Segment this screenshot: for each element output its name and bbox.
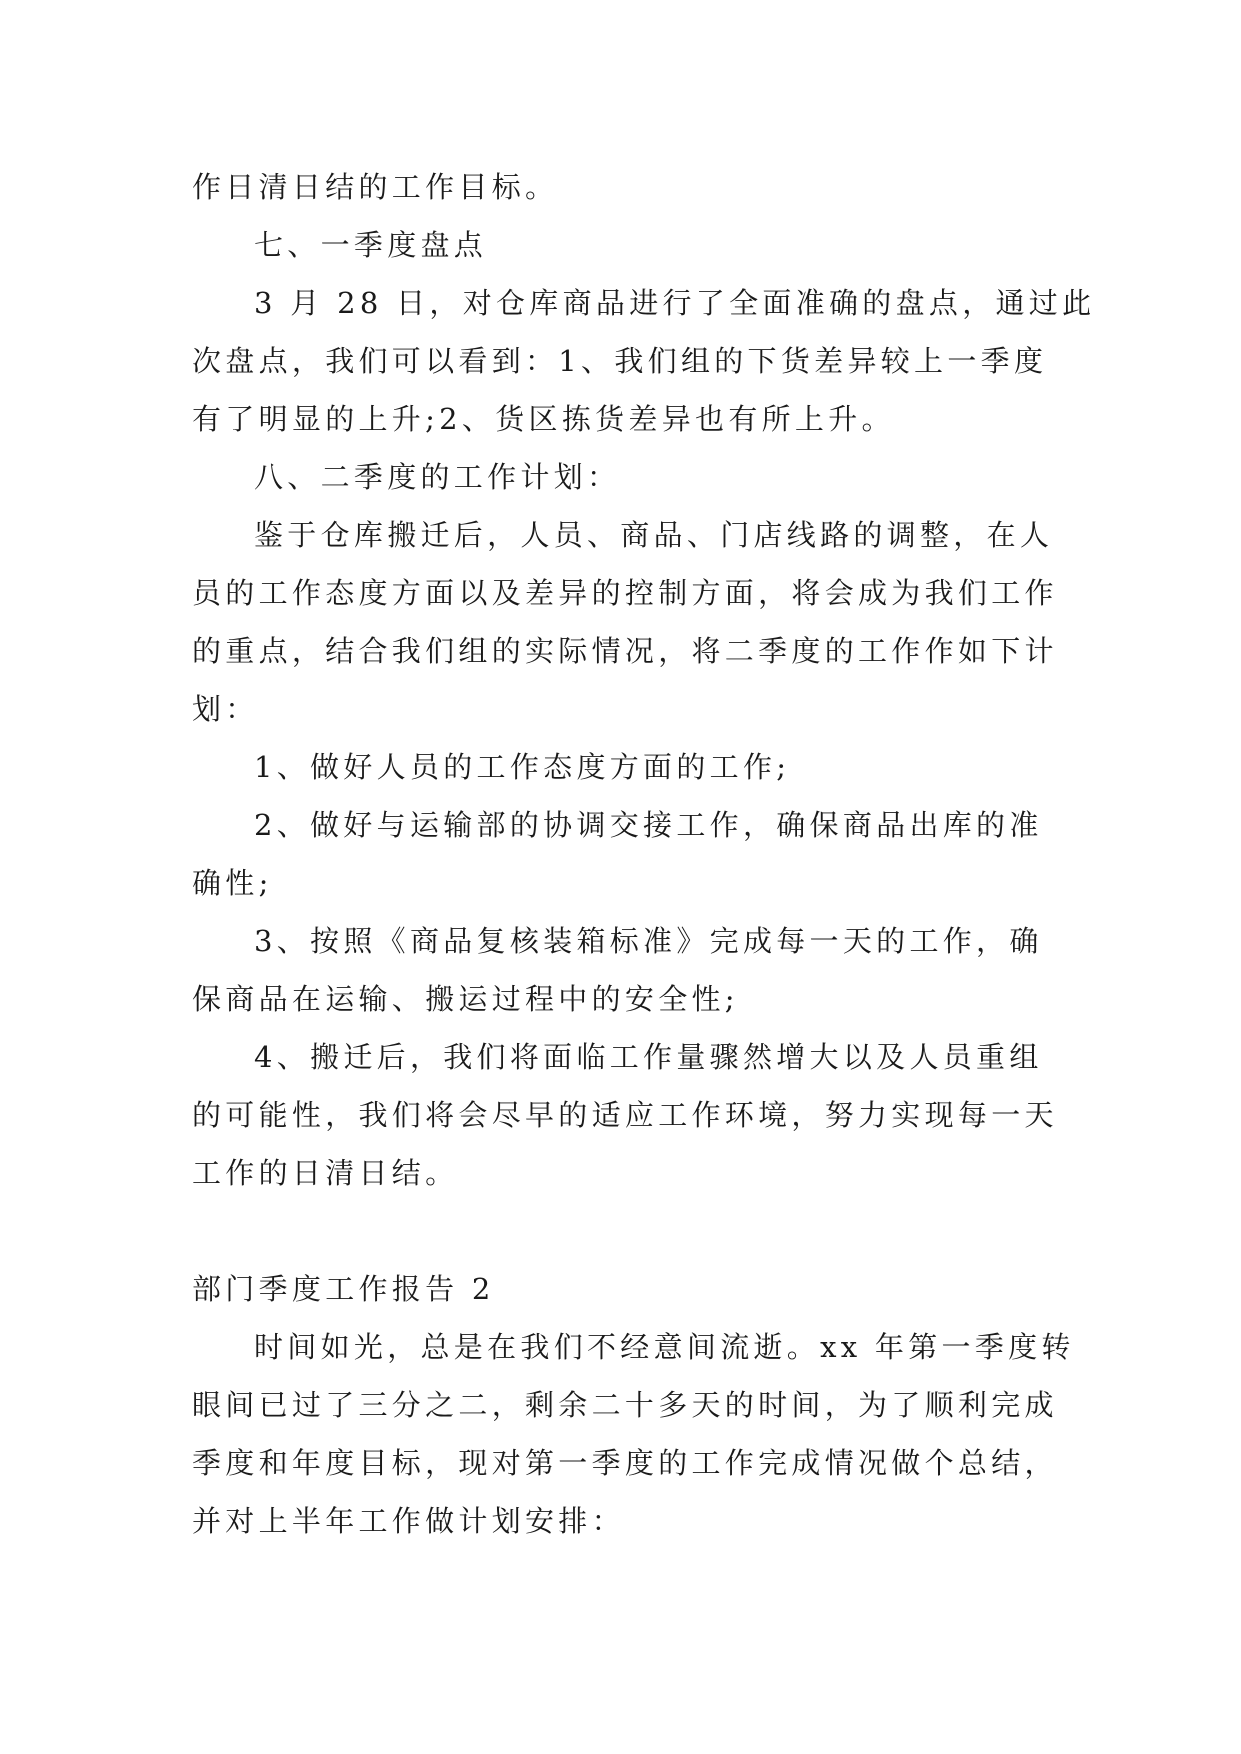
paragraph-line: 时间如光，总是在我们不经意间流逝。xx 年第一季度转: [254, 1330, 1075, 1364]
paragraph-line: 保商品在运输、搬运过程中的安全性;: [192, 982, 739, 1016]
paragraph-line: 3 月 28 日，对仓库商品进行了全面准确的盘点，通过此: [254, 286, 1096, 320]
paragraph-line: 划：: [192, 692, 259, 726]
paragraph-line: 的重点，结合我们组的实际情况，将二季度的工作作如下计: [192, 634, 1058, 668]
paragraph-line: 有了明显的上升;2、货区拣货差异也有所上升。: [192, 402, 895, 436]
section-heading: 八、二季度的工作计划：: [254, 460, 621, 494]
paragraph-line: 季度和年度目标，现对第一季度的工作完成情况做个总结，: [192, 1446, 1058, 1480]
paragraph-line: 工作的日清日结。: [192, 1156, 459, 1190]
list-item: 2、做好与运输部的协调交接工作，确保商品出库的准: [254, 808, 1043, 842]
paragraph-line: 确性;: [192, 866, 273, 900]
paragraph-line: 并对上半年工作做计划安排：: [192, 1504, 625, 1538]
paragraph-line: 次盘点，我们可以看到：1、我们组的下货差异较上一季度: [192, 344, 1048, 378]
section-heading: 七、一季度盘点: [254, 228, 488, 262]
list-item: 3、按照《商品复核装箱标准》完成每一天的工作，确: [254, 924, 1043, 958]
list-item: 4、搬迁后，我们将面临工作量骤然增大以及人员重组: [254, 1040, 1043, 1074]
paragraph-line: 作日清日结的工作目标。: [192, 170, 559, 204]
paragraph-line: 鉴于仓库搬迁后，人员、商品、门店线路的调整，在人: [254, 518, 1054, 552]
report-title: 部门季度工作报告 2: [192, 1272, 495, 1306]
paragraph-line: 员的工作态度方面以及差异的控制方面，将会成为我们工作: [192, 576, 1058, 610]
list-item: 1、做好人员的工作态度方面的工作;: [254, 750, 791, 784]
paragraph-line: 眼间已过了三分之二，剩余二十多天的时间，为了顺利完成: [192, 1388, 1058, 1422]
paragraph-line: 的可能性，我们将会尽早的适应工作环境，努力实现每一天: [192, 1098, 1058, 1132]
